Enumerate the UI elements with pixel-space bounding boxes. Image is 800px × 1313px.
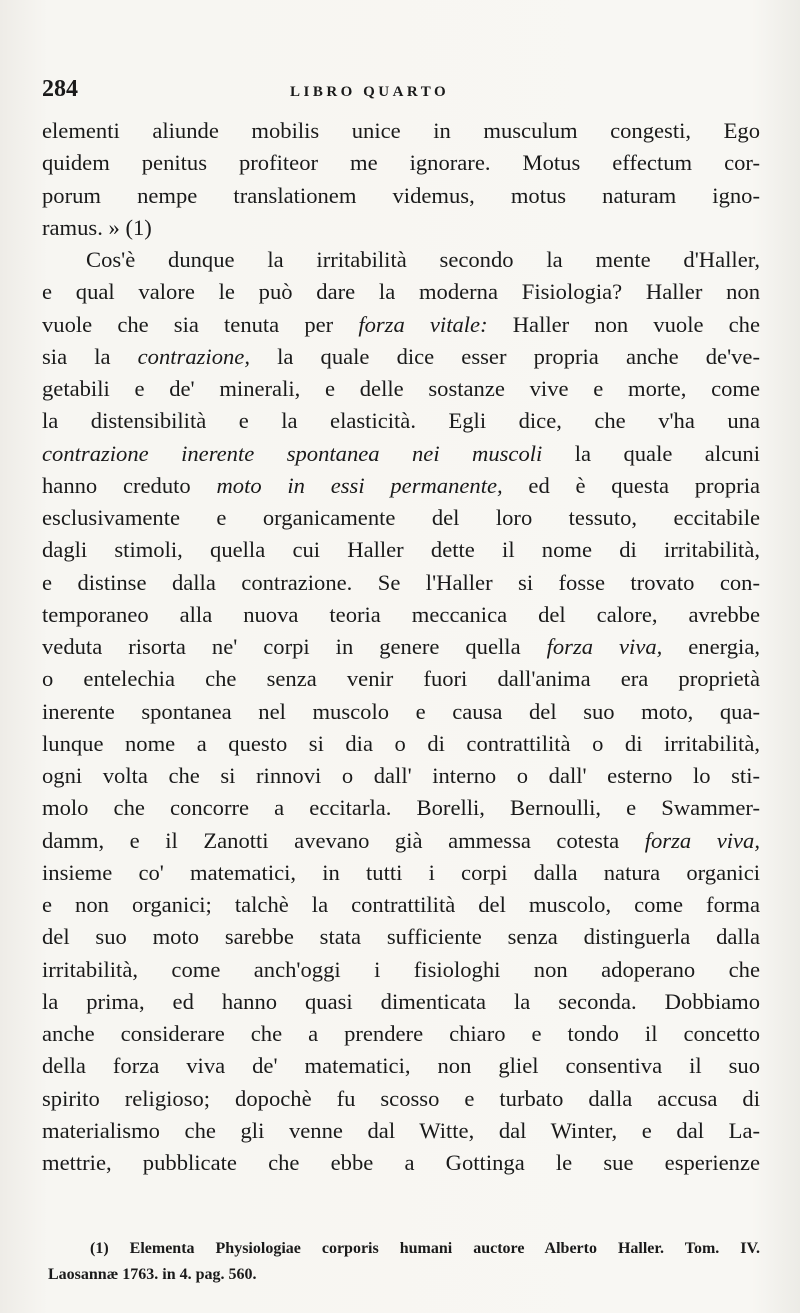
text-line: irritabilità, come anch'oggi i fisiologhi non adoperano che [42, 956, 760, 982]
text-line: e qual valore le può dare la moderna Fisiologia? Haller non [42, 279, 760, 305]
text-line: porum nempe translationem videmus, motus naturam igno- [42, 182, 760, 208]
text-line: del suo moto sarebbe stata sufficiente senza distinguerla dalla [42, 924, 760, 950]
text-line: e non organici; talchè la contrattilità del muscolo, come forma [42, 892, 760, 917]
text-line: temporaneo alla nuova teoria meccanica del calore, avrebbe [42, 601, 760, 627]
text-line: quidem penitus profiteor me ignorare. Motus effectum cor- [42, 150, 760, 176]
text-line: damm, e il Zanotti avevano già ammessa cotesta forza viva, [42, 827, 760, 853]
text-line: esclusivamente e organicamente del loro tessuto, eccitabile [42, 505, 760, 530]
text-line: lunque nome a questo si dia o di contrattilità o di irritabilità, [42, 730, 760, 756]
body-text [42, 115, 760, 1179]
text-line: la distensibilità e la elasticità. Egli dice, che v'ha una [42, 408, 760, 434]
text-line: sia la contrazione, la quale dice esser propria anche de've- [42, 343, 760, 369]
text-line: o entelechia che senza venir fuori dall'anima era proprietà [42, 666, 760, 692]
italic-phrase: forza viva, [546, 634, 663, 659]
text-line: hanno creduto moto in essi permanente, ed è questa propria [42, 472, 761, 498]
text-line: della forza viva de' matematici, non gliel consentiva il suo [42, 1053, 760, 1079]
text-line: dagli stimoli, quella cui Haller dette il nome di irritabilità, [42, 537, 760, 563]
text-line: ramus. » (1) [42, 214, 152, 240]
text-line: elementi aliunde mobilis unice in musculum congesti, Ego [42, 118, 760, 143]
italic-phrase: forza vitale: [358, 311, 488, 337]
text-line: vuole che sia tenuta per forza vitale: Haller non vuole che [42, 311, 760, 337]
italic-phrase: contrazione inerente spontanea nei muscoli [42, 440, 543, 466]
footnote-line: Laosannæ 1763. in 4. pag. 560. [48, 1266, 257, 1283]
text-line: molo che concorre a eccitarla. Borelli, Bernoulli, e Swammer- [42, 795, 760, 821]
footnotes [48, 1236, 760, 1288]
text-line: veduta risorta ne' corpi in genere quella forza viva, energia, [42, 634, 760, 659]
italic-phrase: moto in essi permanente, [216, 472, 503, 498]
text-line: materialismo che gli venne dal Witte, dal Winter, e dal La- [42, 1117, 760, 1143]
text-line: spirito religioso; dopochè fu scosso e turbato dalla accusa di [42, 1085, 760, 1111]
text-line: ogni volta che si rinnovi o dall' interno o dall' esterno lo sti- [42, 763, 760, 788]
page-header [42, 76, 760, 106]
text-line: anche considerare che a prendere chiaro e tondo il concetto [42, 1021, 760, 1046]
text-line: contrazione inerente spontanea nei muscoli la quale alcuni [42, 440, 760, 466]
italic-phrase: forza viva, [644, 827, 760, 853]
text-line: la prima, ed hanno quasi dimenticata la seconda. Dobbiamo [42, 988, 760, 1014]
text-line: e distinse dalla contrazione. Se l'Haller si fosse trovato con- [42, 569, 760, 595]
italic-phrase: contrazione, [137, 343, 250, 369]
text-line: insieme co' matematici, in tutti i corpi dalla natura organici [42, 859, 760, 885]
running-head: LIBRO QUARTO [290, 84, 450, 100]
page-number: 284 [42, 76, 78, 102]
text-line: Cos'è dunque la irritabilità secondo la mente d'Haller, [86, 247, 760, 272]
text-line: mettrie, pubblicate che ebbe a Gottinga le sue esperienze [42, 1150, 760, 1175]
text-line: getabili e de' minerali, e delle sostanze vive e morte, come [42, 376, 760, 401]
footnote-line: (1) Elementa Physiologiae corporis humani auctore Alberto Haller. Tom. IV. [90, 1240, 760, 1257]
text-line: inerente spontanea nel muscolo e causa del suo moto, qua- [42, 698, 760, 724]
